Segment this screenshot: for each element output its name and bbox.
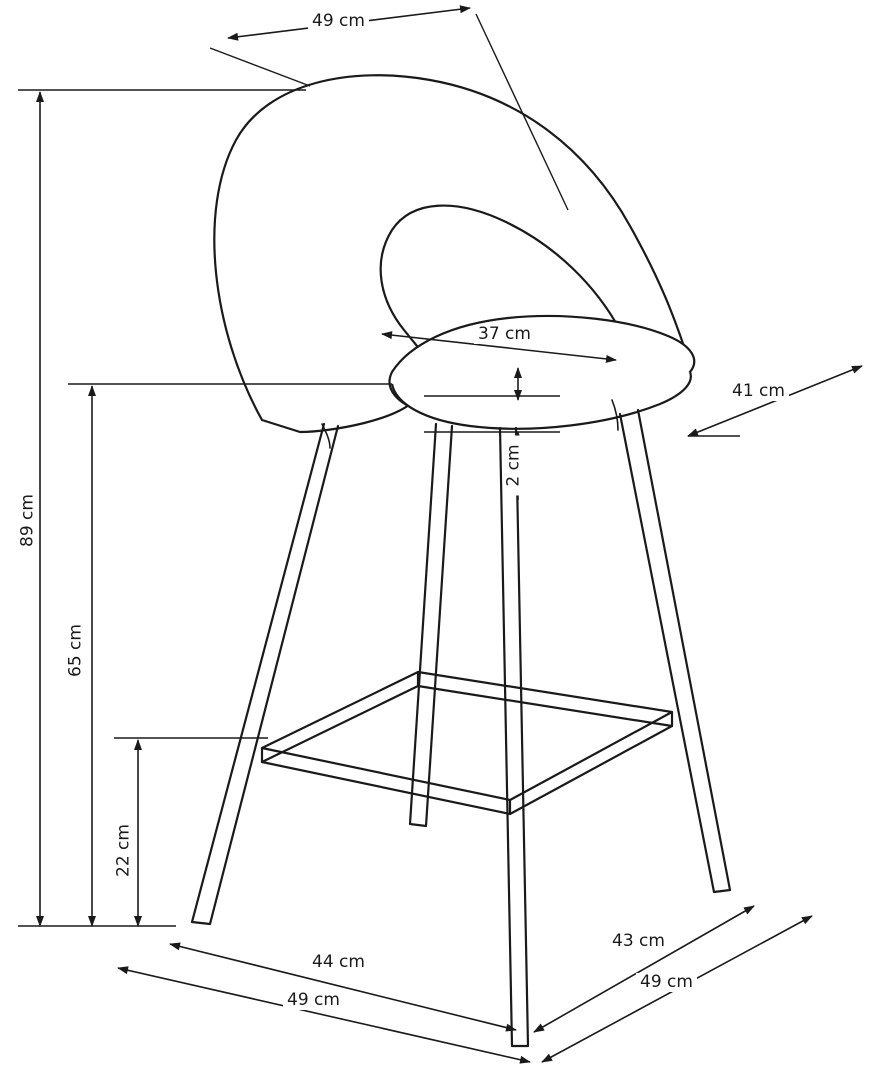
stool-footrest xyxy=(262,672,672,814)
stool-seat xyxy=(390,316,695,429)
dim-label-leg-spread-front: 44 cm xyxy=(308,953,369,972)
dim-label-seat-height: 65 cm xyxy=(67,619,86,683)
dim-label-total-height: 89 cm xyxy=(19,489,38,553)
dim-label-base-depth: 49 cm xyxy=(636,973,697,992)
dim-label-seat-depth: 41 cm xyxy=(728,382,789,401)
dim-label-seat-back-width: 49 cm xyxy=(308,12,369,31)
dim-label-base-width: 49 cm xyxy=(283,991,344,1010)
dim-label-footrest-height: 22 cm xyxy=(115,819,134,883)
dim-label-leg-spread-side: 43 cm xyxy=(608,932,669,951)
dim-label-seat-thickness: 2 cm xyxy=(505,436,524,496)
dim-label-seat-width: 37 cm xyxy=(474,325,535,344)
